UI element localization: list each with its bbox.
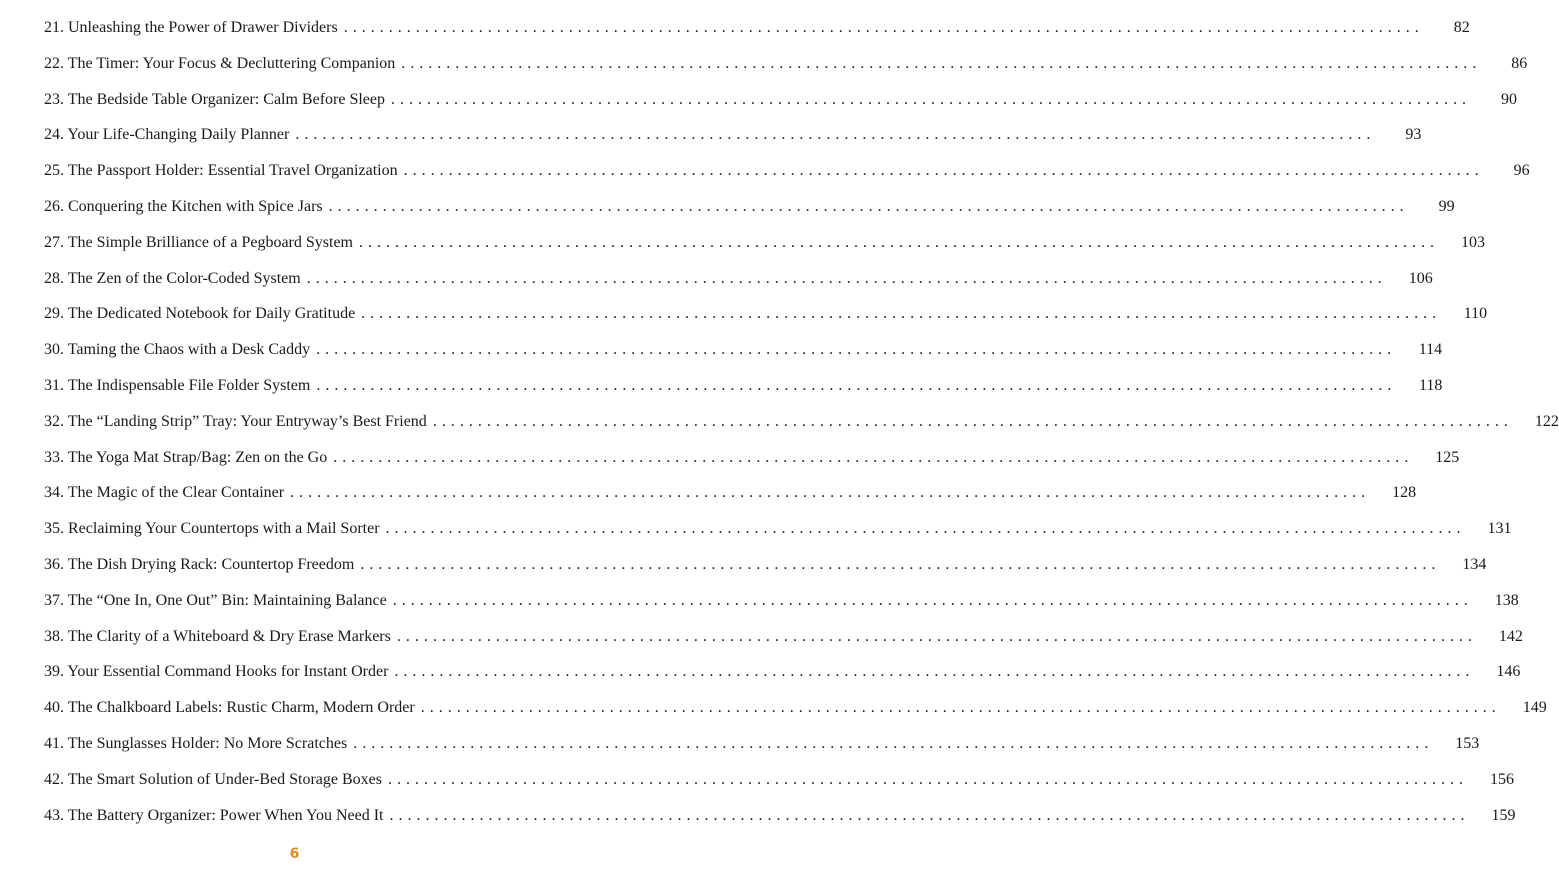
toc-entry-page: 86 xyxy=(1511,54,1528,72)
toc-dot-leader: ........................................................................................................................ xyxy=(389,806,1470,824)
toc-entry[interactable] xyxy=(44,590,1519,626)
toc-entry[interactable] xyxy=(44,447,1460,483)
toc-entry[interactable] xyxy=(44,769,1515,805)
toc-entry-page: 118 xyxy=(1418,376,1443,394)
toc-entry[interactable] xyxy=(44,124,1422,160)
toc-entry-title: 34. The Magic of the Clear Container xyxy=(44,484,285,502)
toc-entry[interactable] xyxy=(44,17,1470,53)
toc-entry-page: 156 xyxy=(1490,770,1515,788)
toc-entry-title: 38. The Clarity of a Whiteboard & Dry Erase Markers xyxy=(44,627,391,645)
toc-entry-page: 114 xyxy=(1418,341,1443,359)
toc-entry-title: 23. The Bedside Table Organizer: Calm Before Sleep xyxy=(44,90,386,108)
toc-entry[interactable] xyxy=(44,303,1488,339)
toc-entry-title: 30. Taming the Chaos with a Desk Caddy xyxy=(44,341,311,359)
toc-entry[interactable] xyxy=(44,53,1528,89)
toc-list xyxy=(44,17,1559,840)
toc-dot-leader: ........................................................................................................................ xyxy=(396,627,1477,645)
toc-entry-title: 37. The “One In, One Out” Bin: Maintaining Balance xyxy=(44,591,387,609)
toc-entry-title: 32. The “Landing Strip” Tray: Your Entryway’s Best Friend xyxy=(44,412,427,430)
toc-entry-page: 142 xyxy=(1498,627,1523,645)
toc-dot-leader: ........................................................................................................................ xyxy=(290,484,1371,502)
toc-entry[interactable] xyxy=(44,89,1518,125)
toc-entry-title: 42. The Smart Solution of Under-Bed Storage Boxes xyxy=(44,770,383,788)
toc-entry-title: 26. Conquering the Kitchen with Spice Jars xyxy=(44,197,323,215)
toc-entry-page: 146 xyxy=(1496,663,1521,681)
toc-dot-leader: ........................................................................................................................ xyxy=(316,376,1397,394)
toc-dot-leader: ........................................................................................................................ xyxy=(295,126,1376,144)
toc-dot-leader: ........................................................................................................................ xyxy=(343,19,1424,36)
toc-entry[interactable] xyxy=(44,518,1512,554)
toc-dot-leader: ........................................................................................................................ xyxy=(388,770,1469,788)
toc-dot-leader: ........................................................................................................................ xyxy=(432,412,1513,430)
toc-entry-page: 93 xyxy=(1405,126,1422,144)
toc-entry-page: 125 xyxy=(1435,448,1460,466)
toc-entry-page: 128 xyxy=(1392,484,1417,502)
toc-entry[interactable] xyxy=(44,554,1487,590)
toc-entry-title: 22. The Timer: Your Focus & Decluttering Companion xyxy=(44,54,396,72)
toc-entry-title: 27. The Simple Brilliance of a Pegboard System xyxy=(44,233,353,251)
toc-entry[interactable] xyxy=(44,697,1547,733)
toc-entry[interactable] xyxy=(44,661,1521,697)
toc-entry-title: 31. The Indispensable File Folder System xyxy=(44,376,311,394)
toc-dot-leader: ........................................................................................................................ xyxy=(391,90,1472,108)
toc-dot-leader: ........................................................................................................................ xyxy=(333,448,1414,466)
toc-dot-leader: ........................................................................................................................ xyxy=(328,197,1409,215)
toc-entry-title: 35. Reclaiming Your Countertops with a Mail Sorter xyxy=(44,520,380,538)
toc-entry-page: 153 xyxy=(1455,734,1480,752)
toc-entry[interactable] xyxy=(44,626,1523,662)
toc-entry-title: 25. The Passport Holder: Essential Travel Organization xyxy=(44,162,398,180)
toc-entry[interactable] xyxy=(44,196,1455,232)
toc-entry-page: 149 xyxy=(1522,699,1547,717)
toc-entry-title: 21. Unleashing the Power of Drawer Dividers xyxy=(44,19,338,36)
toc-entry[interactable] xyxy=(44,411,1559,447)
toc-entry[interactable] xyxy=(44,268,1433,304)
toc-dot-leader: ........................................................................................................................ xyxy=(385,520,1466,538)
toc-dot-leader: ........................................................................................................................ xyxy=(392,591,1473,609)
toc-dot-leader: ........................................................................................................................ xyxy=(420,699,1501,717)
toc-dot-leader: ........................................................................................................................ xyxy=(353,734,1434,752)
toc-entry-title: 28. The Zen of the Color-Coded System xyxy=(44,269,301,287)
toc-entry-title: 39. Your Essential Command Hooks for Instant Order xyxy=(44,663,389,681)
toc-entry-page: 138 xyxy=(1494,591,1519,609)
toc-dot-leader: ........................................................................................................................ xyxy=(401,54,1482,72)
toc-entry-page: 82 xyxy=(1453,19,1470,36)
toc-entry-page: 103 xyxy=(1460,233,1485,251)
toc-entry-title: 41. The Sunglasses Holder: No More Scratches xyxy=(44,734,348,752)
toc-entry-page: 122 xyxy=(1534,412,1559,430)
toc-entry[interactable] xyxy=(44,375,1443,411)
toc-entry-title: 33. The Yoga Mat Strap/Bag: Zen on the Go xyxy=(44,448,328,466)
page-number: 6 xyxy=(289,846,300,862)
toc-dot-leader: ........................................................................................................................ xyxy=(394,663,1475,681)
toc-entry[interactable] xyxy=(44,232,1485,268)
toc-entry-page: 106 xyxy=(1408,269,1433,287)
toc-dot-leader: ........................................................................................................................ xyxy=(360,555,1441,573)
toc-entry-title: 29. The Dedicated Notebook for Daily Gratitude xyxy=(44,305,356,323)
toc-entry-page: 99 xyxy=(1438,197,1455,215)
toc-dot-leader: ........................................................................................................................ xyxy=(316,341,1397,359)
toc-entry-page: 110 xyxy=(1463,305,1488,323)
toc-entry-page: 96 xyxy=(1513,162,1530,180)
toc-entry[interactable] xyxy=(44,733,1480,769)
toc-dot-leader: ........................................................................................................................ xyxy=(306,269,1387,287)
table-of-contents xyxy=(44,17,1559,840)
toc-dot-leader: ........................................................................................................................ xyxy=(403,162,1484,180)
toc-entry-title: 40. The Chalkboard Labels: Rustic Charm, Modern Order xyxy=(44,699,415,717)
toc-entry-title: 36. The Dish Drying Rack: Countertop Freedom xyxy=(44,555,355,573)
toc-entry-page: 90 xyxy=(1501,90,1518,108)
toc-entry[interactable] xyxy=(44,482,1417,518)
toc-dot-leader: ........................................................................................................................ xyxy=(358,233,1439,251)
toc-entry[interactable] xyxy=(44,160,1530,196)
toc-entry[interactable] xyxy=(44,805,1516,841)
toc-entry-title: 24. Your Life-Changing Daily Planner xyxy=(44,126,290,144)
toc-entry-page: 131 xyxy=(1487,520,1512,538)
toc-entry-page: 134 xyxy=(1462,555,1487,573)
toc-entry-page: 159 xyxy=(1491,806,1516,824)
toc-entry-title: 43. The Battery Organizer: Power When You Need It xyxy=(44,806,384,824)
toc-entry[interactable] xyxy=(44,339,1443,375)
toc-dot-leader: ........................................................................................................................ xyxy=(361,305,1442,323)
